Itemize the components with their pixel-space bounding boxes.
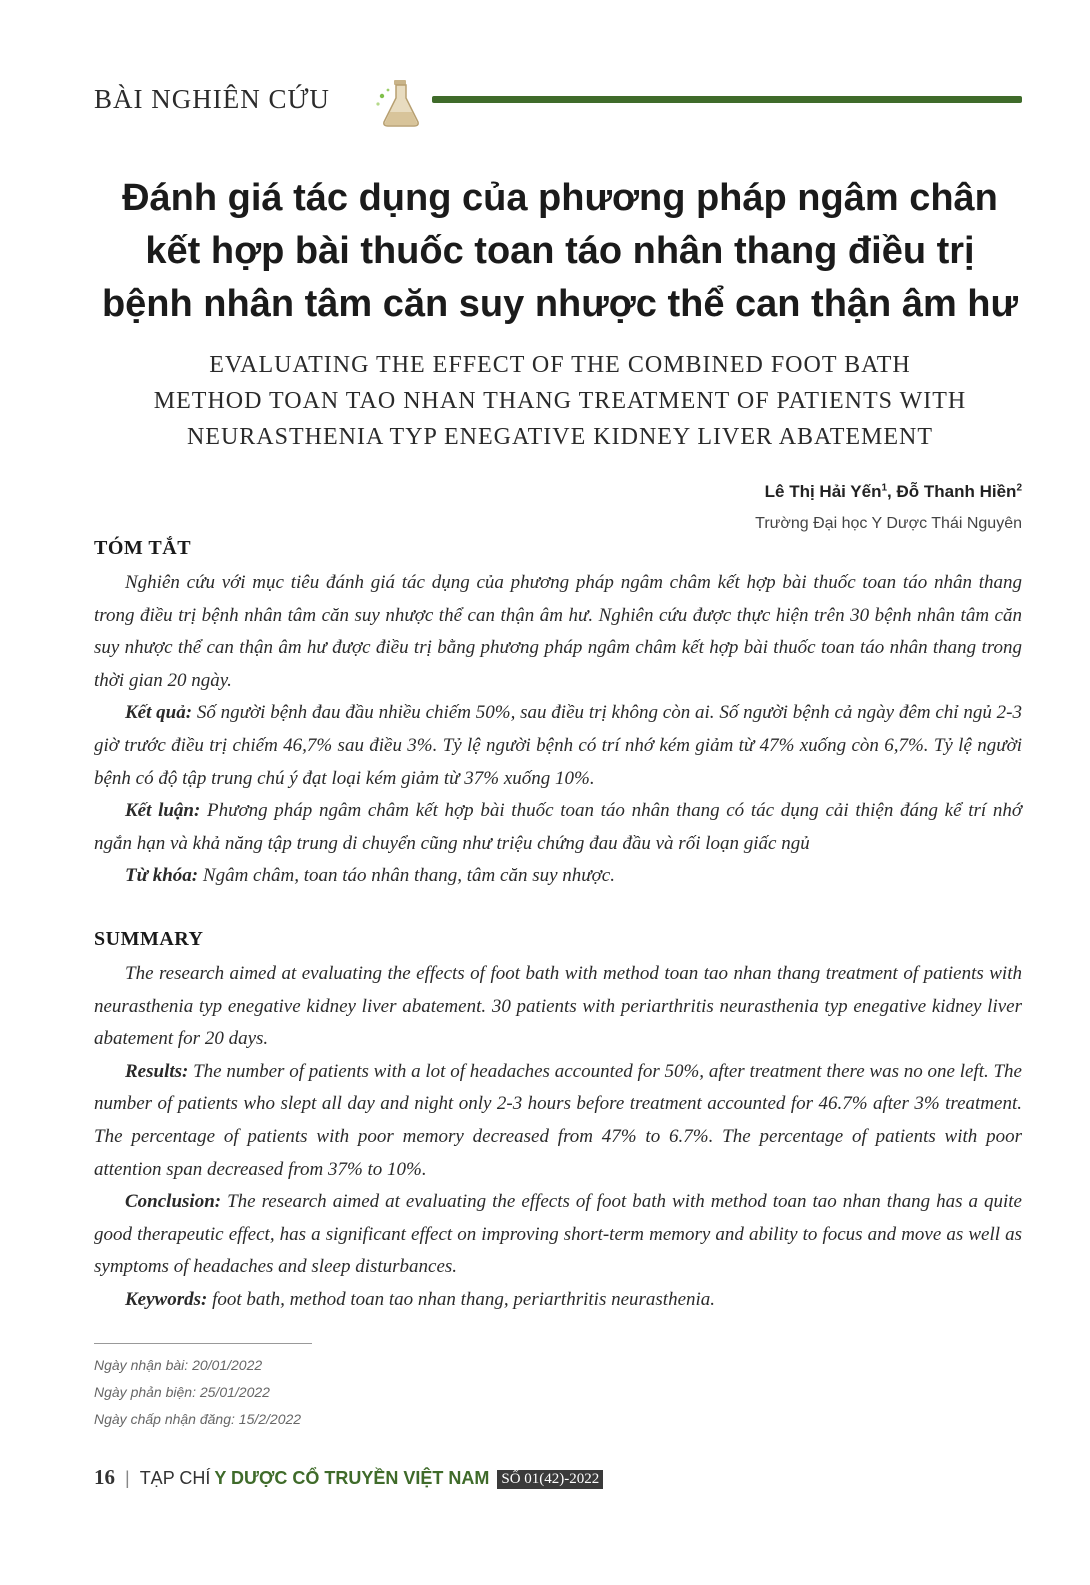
title-vietnamese xyxy=(60,172,1060,331)
keywords-label: Keywords: xyxy=(125,1288,208,1310)
conclusion-text: The research aimed at evaluating the effects of foot bath with method toan tao nhan thang has a quite good therapeutic effect, has a significant effect on improving short-term memory and ability to focus and move as well as symptoms of headaches and sleep disturbances. xyxy=(94,1191,1022,1278)
abstract-vi-conclusion xyxy=(94,795,1022,860)
header-rule xyxy=(432,96,1022,103)
author-affiliation-mark: 2 xyxy=(1016,482,1022,494)
conclusion-text: Phương pháp ngâm châm kết hợp bài thuốc toan táo nhân thang có tác dụng cải thiện đáng kể trí nhớ ngắn hạn và khả năng tập trung di chuyển cũng như triệu chứng đau đầu và rối loạn giấc ngủ xyxy=(94,800,1023,854)
abstract-vi-intro: Nghiên cứu với mục tiêu đánh giá tác dụng của phương pháp ngâm châm kết hợp bài thuốc toan táo nhân thang trong điều trị bệnh nhân tâm căn suy nhược thể can thận âm hư. Nghiên cứu được thực hiện trên 30 bệnh nhân tâm căn suy nhược thể can thận âm hư được điều trị bằng phương pháp ngâm châm kết hợp bài thuốc toan táo nhân thang trong thời gian 20 ngày. xyxy=(94,572,1022,691)
author-list xyxy=(765,482,1022,502)
results-label: Results: xyxy=(125,1060,189,1082)
page-number: 16 xyxy=(94,1465,115,1489)
conclusion-label: Conclusion: xyxy=(125,1191,222,1213)
article-dates xyxy=(94,1352,301,1433)
conclusion-label: Kết luận: xyxy=(125,800,201,822)
keywords-text: foot bath, method toan tao nhan thang, periarthritis neurasthenia. xyxy=(207,1288,716,1310)
abstract-en-keywords xyxy=(94,1284,1022,1317)
journal-prefix: TẠP CHÍ xyxy=(139,1468,211,1488)
footnote-divider xyxy=(94,1343,312,1344)
issue-badge: SỐ 01(42)-2022 xyxy=(497,1470,603,1489)
footer-separator: | xyxy=(125,1468,130,1488)
author-name: Lê Thị Hải Yến xyxy=(764,482,882,501)
page-footer xyxy=(94,1465,603,1495)
abstract-heading-en: SUMMARY xyxy=(94,928,204,950)
author-affiliation-mark: 1 xyxy=(881,482,888,494)
results-text: The number of patients with a lot of headaches accounted for 50%, after treatment there was no one left. The number of patients who slept all day and night only 2-3 hours before treatment accounted for 46.7% after 3% treatment. The percentage of patients with poor memory decreased from 47% to 6.7%. The percentage of patients with poor attention span decreased from 37% to 10%. xyxy=(94,1060,1022,1180)
date-received: Ngày nhận bài: 20/01/2022 xyxy=(94,1357,263,1373)
results-label: Kết quả: xyxy=(125,702,193,724)
abstract-vi-results xyxy=(94,697,1022,795)
author-name: Đỗ Thanh Hiền xyxy=(896,482,1017,501)
abstract-vi xyxy=(94,567,1022,893)
flask-icon xyxy=(374,78,430,128)
title-english xyxy=(60,347,1060,455)
date-reviewed: Ngày phản biện: 25/01/2022 xyxy=(94,1384,270,1400)
section-header xyxy=(94,78,1022,128)
author-separator: , xyxy=(887,482,897,501)
results-text: Số người bệnh đau đầu nhiều chiếm 50%, sau điều trị không còn ai. Số người bệnh cả ngày đêm chỉ ngủ 2-3 giờ trước điều trị chiếm 46,7% sau điều 3%. Tỷ lệ người bệnh có trí nhớ kém giảm từ 47% xuống còn 6,7%. Tỷ lệ người bệnh có độ tập trung chú ý đạt loại kém giảm từ 37% xuống 10%. xyxy=(94,702,1022,789)
keywords-label: Từ khóa: xyxy=(125,865,199,887)
title-vi-line-2: kết hợp bài thuốc toan táo nhân thang điều trị xyxy=(145,230,975,272)
abstract-en-results xyxy=(94,1056,1022,1186)
title-en-line-2: METHOD TOAN TAO NHAN THANG TREATMENT OF PATIENTS WITH xyxy=(153,388,967,414)
keywords-text: Ngâm châm, toan táo nhân thang, tâm căn suy nhược. xyxy=(198,865,615,887)
title-en-line-1: EVALUATING THE EFFECT OF THE COMBINED FOOT BATH xyxy=(209,352,911,378)
title-en-line-3: NEURASTHENIA TYP ENEGATIVE KIDNEY LIVER ABATEMENT xyxy=(186,424,934,450)
title-vi-line-3: bệnh nhân tâm căn suy nhược thể can thận âm hư xyxy=(101,283,1019,325)
abstract-en-conclusion xyxy=(94,1186,1022,1284)
abstract-heading-vi: TÓM TẮT xyxy=(94,537,192,559)
section-label: BÀI NGHIÊN CỨU xyxy=(94,84,330,114)
abstract-vi-keywords xyxy=(94,860,1022,893)
abstract-en-intro: The research aimed at evaluating the effects of foot bath with method toan tao nhan thang treatment of patients with neurasthenia typ enegative kidney liver abatement. 30 patients with periarthritis neurasthenia typ enegative kidney liver abatement for 20 days. xyxy=(94,963,1022,1050)
date-accepted: Ngày chấp nhận đăng: 15/2/2022 xyxy=(94,1411,302,1427)
abstract-en xyxy=(94,958,1022,1317)
title-vi-line-1: Đánh giá tác dụng của phương pháp ngâm chân xyxy=(122,177,998,219)
journal-name: Y DƯỢC CỔ TRUYỀN VIỆT NAM xyxy=(214,1468,490,1488)
affiliation: Trường Đại học Y Dược Thái Nguyên xyxy=(755,515,1022,532)
